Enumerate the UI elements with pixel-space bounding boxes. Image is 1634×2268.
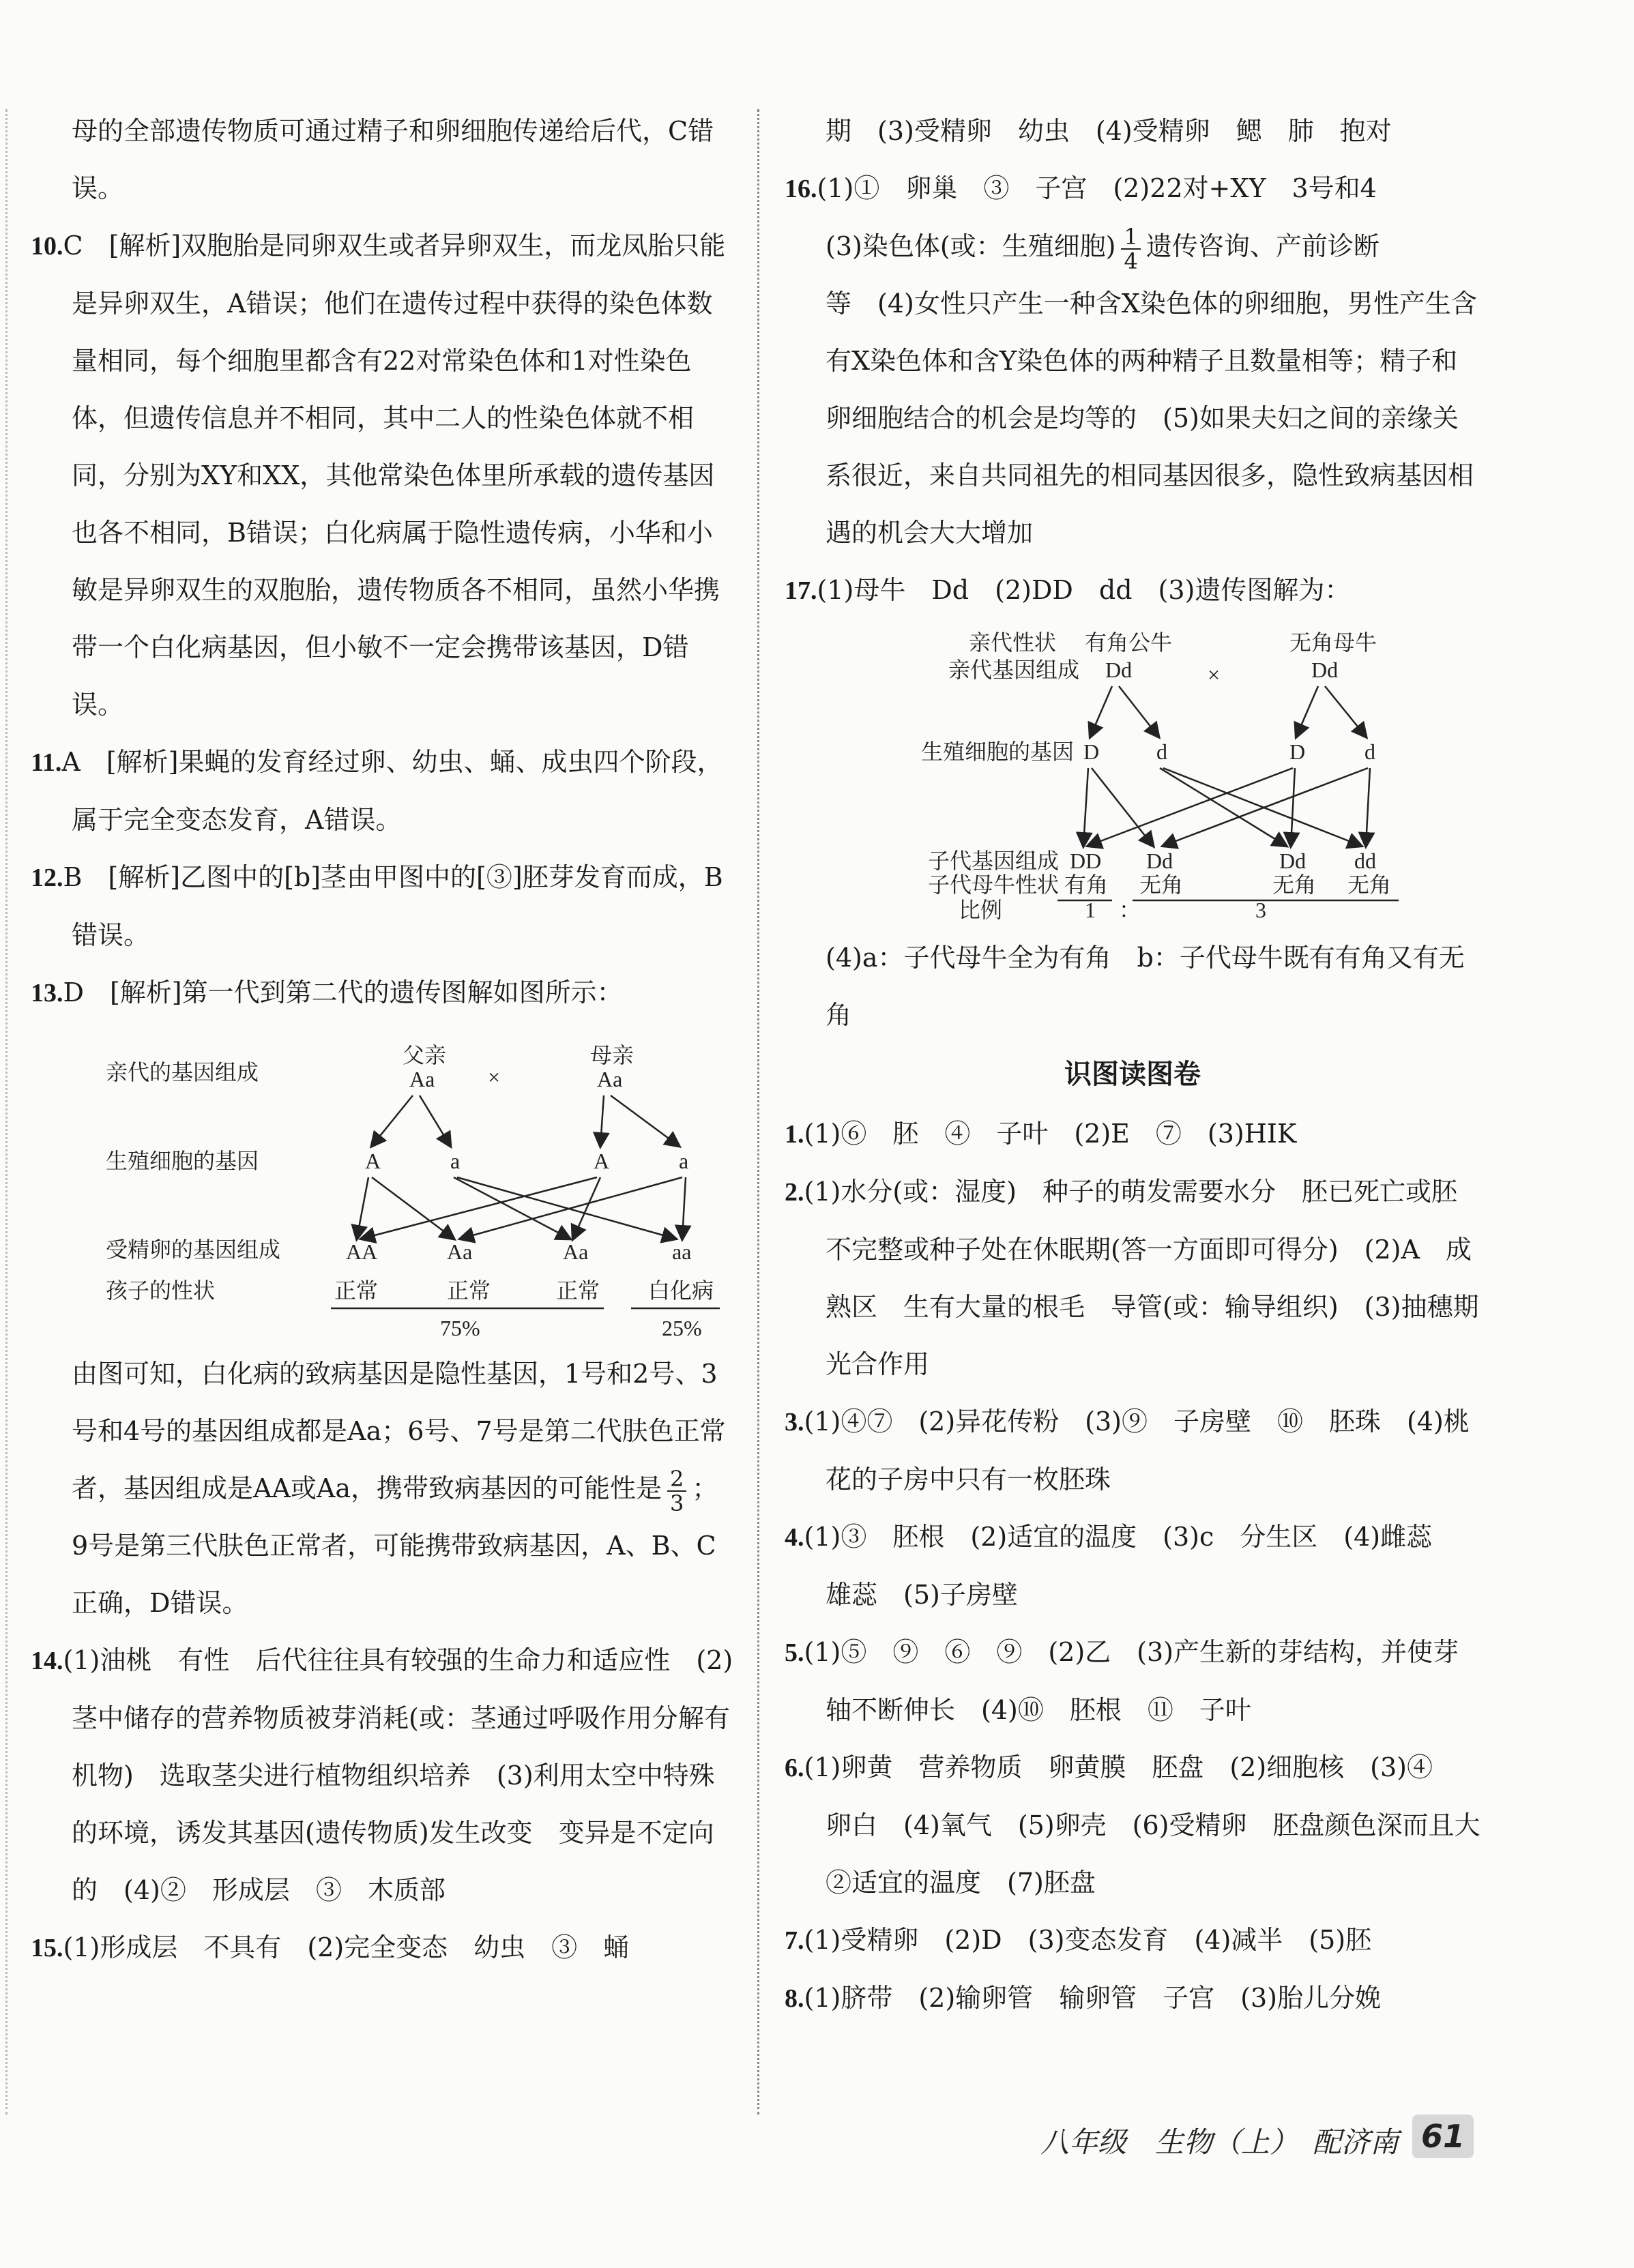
answer-16 bbox=[785, 160, 1480, 218]
gamete-D-cow: D bbox=[1289, 739, 1306, 764]
mother-label: 母亲 bbox=[590, 1043, 634, 1067]
figure-answer-2 bbox=[785, 1163, 1505, 1393]
answer-number: 4. bbox=[785, 1523, 804, 1552]
figure-answer-6 bbox=[785, 1739, 1506, 1911]
answer-number: 5. bbox=[785, 1638, 804, 1667]
figure-answer-1 bbox=[785, 1105, 1480, 1163]
gamete-a-father: a bbox=[450, 1149, 461, 1173]
answer-text: (1)受精卵 (2)D (3)变态发育 (4)减半 (5)胚 bbox=[804, 1925, 1372, 1955]
answer-17-part-4: (4)a：子代母牛全为有角 b：子代母牛既有有角又有无角 bbox=[826, 943, 1465, 1030]
answer-number: 3. bbox=[785, 1408, 804, 1437]
fraction-denominator: 3 bbox=[670, 1490, 684, 1516]
father-label: 父亲 bbox=[403, 1043, 447, 1067]
ratio-horned: 1 bbox=[1085, 898, 1096, 922]
fraction-numerator: 1 bbox=[1121, 225, 1140, 250]
figure-answer-7 bbox=[785, 1911, 1480, 1969]
section-heading: 识图读图卷 bbox=[1064, 1059, 1201, 1090]
explanation-part-a: 由图可知，白化病的致病基因是隐性基因，1号和2号、3号和4号的基因组成都是Aa；6号、7号是第二代肤色正常者，基因组成是AA或Aa，携带致病基因的可能性是 bbox=[72, 1359, 726, 1503]
figure-answer-4 bbox=[785, 1508, 1480, 1623]
trait-normal-3: 正常 bbox=[556, 1278, 600, 1303]
answer-text: (1)③ 胚根 (2)适宜的温度 (3)c 分生区 (4)雌蕊 雄蕊 (5)子房壁 bbox=[804, 1522, 1459, 1610]
offspring-Aa-2: Aa bbox=[563, 1239, 589, 1264]
answer-14 bbox=[31, 1632, 733, 1919]
trait-normal-1: 正常 bbox=[334, 1278, 379, 1303]
trait-hornless-2: 无角 bbox=[1272, 872, 1317, 897]
label-offspring-traits: 子代母牛性状 bbox=[928, 872, 1060, 897]
label-offspring-genotypes: 子代基因组成 bbox=[928, 849, 1060, 873]
answer-number: 6. bbox=[785, 1754, 804, 1782]
answer-11 bbox=[31, 733, 733, 849]
inheritance-arrows bbox=[357, 1095, 689, 1239]
trait-normal-2: 正常 bbox=[447, 1278, 491, 1303]
answer-16-line-2 bbox=[785, 218, 1480, 275]
label-ratio: 比例 bbox=[959, 898, 1003, 922]
label-parent-genotypes: 亲代基因组成 bbox=[948, 658, 1080, 682]
trait-albino: 白化病 bbox=[648, 1278, 714, 1303]
answer-text: B [解析]乙图中的[b]茎由甲图中的[③]胚芽发育而成，B错误。 bbox=[63, 862, 723, 950]
answer-text: A [解析]果蝇的发育经过卵、幼虫、蛹、成虫四个阶段，属于完全变态发育，A错误。 bbox=[61, 747, 723, 835]
offspring-aa: aa bbox=[672, 1239, 692, 1264]
gamete-a-mother: a bbox=[679, 1149, 689, 1173]
answer-text: (1)母牛 Dd (2)DD dd (3)遗传图解为： bbox=[817, 575, 1351, 605]
percent-albino: 25% bbox=[662, 1316, 702, 1340]
gamete-d-bull: d bbox=[1156, 739, 1167, 764]
answer-number: 13. bbox=[31, 979, 63, 1007]
albinism-inheritance-diagram bbox=[31, 1022, 733, 1342]
answer-text: (1)⑤ ⑨ ⑥ ⑨ (2)乙 (3)产生新的芽结构，并使芽轴不断伸长 (4)⑩ 胚根 ⑪ 子叶 bbox=[804, 1637, 1459, 1725]
answer-text: C [解析]双胞胎是同卵双生或者异卵双生，而龙凤胎只能是异卵双生，A错误；他们在遗传过程中获得的染色体数量相同，每个细胞里都含有22对常染色体和1对性染色体，但遗传信息并不相同，其中二人的性染色体就不相同，分别为XY和XX，其他常染色体里所承载的遗传基因也各不相同，B错误；白化病属于隐性遗传病，小华和小敏是异卵双生的双胞胎，遗传物质各不相同，虽然小华携带一个白化病基因，但小敏不一定会携带该基因，D错误。 bbox=[63, 231, 726, 720]
answer-12 bbox=[31, 849, 733, 964]
page-number: 61 bbox=[1412, 2115, 1474, 2158]
figure-answer-5 bbox=[785, 1623, 1480, 1739]
answer-text: (1)脐带 (2)输卵管 输卵管 子宫 (3)胎儿分娩 bbox=[804, 1983, 1381, 2013]
figure-answer-3 bbox=[785, 1393, 1480, 1508]
answer-10 bbox=[31, 217, 733, 733]
answer-number: 2. bbox=[785, 1178, 804, 1207]
cow-genotype: Dd bbox=[1311, 658, 1339, 682]
answer-text: (1)油桃 有性 后代往往具有较强的生命力和适应性 (2)茎中储存的营养物质被芽消耗(或：茎通过呼吸作用分解有机物) 选取茎尖进行植物组织培养 (3)利用太空中特殊的环境，诱发其基因(遗传物质)发生改变 变异是不定向的 (4)② 形成层 ③ 木质部 bbox=[63, 1645, 733, 1905]
row-label-zygote-genotype: 受精卵的基因组成 bbox=[106, 1237, 281, 1262]
answer-number: 11. bbox=[31, 748, 62, 777]
mother-genotype: Aa bbox=[597, 1067, 623, 1091]
trait-horned: 有角 bbox=[1064, 872, 1109, 897]
offspring-DD: DD bbox=[1070, 849, 1102, 873]
answer-13 bbox=[31, 964, 733, 1022]
offspring-Aa-1: Aa bbox=[447, 1239, 473, 1264]
gamete-A-mother: A bbox=[594, 1149, 610, 1173]
cross-symbol: × bbox=[1208, 662, 1221, 687]
answer-number: 15. bbox=[31, 1934, 63, 1962]
page-edge-line bbox=[5, 109, 8, 2115]
fraction-numerator: 2 bbox=[667, 1467, 686, 1492]
answer-number: 17. bbox=[785, 576, 817, 605]
column-divider bbox=[757, 109, 759, 2115]
ratio-hornless: 3 bbox=[1255, 898, 1266, 922]
answer-number: 10. bbox=[31, 232, 63, 261]
percent-normal: 75% bbox=[440, 1316, 480, 1340]
answer-number: 16. bbox=[785, 175, 817, 203]
answer-15-continuation: 期 (3)受精卵 幼虫 (4)受精卵 鳃 肺 抱对 bbox=[826, 116, 1392, 146]
horned-bull-label: 有角公牛 bbox=[1085, 630, 1173, 655]
offspring-Dd-1: Dd bbox=[1146, 849, 1173, 873]
answer-17 bbox=[785, 561, 1480, 619]
bull-genotype: Dd bbox=[1105, 658, 1133, 682]
row-label-parent-genotype: 亲代的基因组成 bbox=[106, 1060, 259, 1085]
answer-text: (1)卵黄 营养物质 卵黄膜 胚盘 (2)细胞核 (3)④ 卵白 (4)氧气 (5)卵壳 (6)受精卵 胚盘颜色深而且大 ②适宜的温度 (7)胚盘 bbox=[804, 1752, 1506, 1898]
offspring-dd: dd bbox=[1354, 849, 1376, 873]
offspring-Dd-2: Dd bbox=[1279, 849, 1307, 873]
answer-15 bbox=[31, 1919, 733, 1977]
figure-answer-8 bbox=[785, 1969, 1480, 2027]
gamete-A-father: A bbox=[365, 1149, 381, 1173]
left-column bbox=[31, 102, 733, 1977]
trait-hornless-3: 无角 bbox=[1347, 872, 1392, 897]
fraction-denominator: 4 bbox=[1124, 248, 1138, 274]
explanation-part-b: ；9号是第三代肤色正常者，可能携带致病基因，A、B、C正确，D错误。 bbox=[72, 1473, 718, 1618]
answer-text: D [解析]第一代到第二代的遗传图解如图所示： bbox=[63, 977, 623, 1007]
fraction-two-thirds bbox=[667, 1467, 686, 1515]
gamete-D-bull: D bbox=[1083, 739, 1100, 764]
answer-number: 1. bbox=[785, 1120, 804, 1149]
answer-number: 8. bbox=[785, 1984, 804, 2013]
label-gamete-genes: 生殖细胞的基因 bbox=[921, 739, 1075, 764]
label-parent-traits: 亲代性状 bbox=[969, 630, 1057, 655]
ratio-colon: ： bbox=[1119, 898, 1141, 922]
father-genotype: Aa bbox=[409, 1067, 435, 1091]
answer-text-b2: 遗传咨询、产前诊断 bbox=[1146, 231, 1380, 261]
hornless-cow-label: 无角母牛 bbox=[1289, 630, 1377, 655]
cross-symbol: × bbox=[488, 1065, 501, 1089]
answer-text: (1)⑥ 胚 ④ 子叶 (2)E ⑦ (3)HIK bbox=[804, 1119, 1297, 1149]
offspring-AA: AA bbox=[346, 1239, 378, 1264]
fraction-one-quarter bbox=[1121, 225, 1140, 273]
answer-text-b1: (3)染色体(或：生殖细胞) bbox=[826, 231, 1116, 261]
answer-16-rest: 等 (4)女性只产生一种含X染色体的卵细胞，男性产生含有X染色体和含Y染色体的两种精子且数量相等；精子和卵细胞结合的机会是均等的 (5)如果夫妇之间的亲缘关系很近，来自共同祖先的相同基因很多，隐性致病基因相遇的机会大大增加 bbox=[826, 289, 1477, 548]
row-label-gamete-genes: 生殖细胞的基因 bbox=[106, 1149, 259, 1173]
row-label-child-trait: 孩子的性状 bbox=[106, 1278, 216, 1303]
answer-number: 7. bbox=[785, 1926, 804, 1955]
footer-book-title: 八年级 生物（上） 配济南 bbox=[1040, 2125, 1399, 2159]
inheritance-arrows bbox=[1083, 686, 1370, 846]
right-column bbox=[785, 102, 1506, 2027]
trait-hornless-1: 无角 bbox=[1139, 872, 1184, 897]
answer-number: 12. bbox=[31, 864, 63, 892]
gamete-d-cow: d bbox=[1365, 739, 1375, 764]
answer-text: (1)形成层 不具有 (2)完全变态 幼虫 ③ 蛹 bbox=[63, 1932, 630, 1962]
answer-text-a: (1)① 卵巢 ③ 子宫 (2)22对+XY 3号和4 bbox=[817, 173, 1377, 203]
answer-text: (1)水分(或：湿度) 种子的萌发需要水分 胚已死亡或胚不完整或种子处在休眠期(答一方面即可得分) (2)A 成熟区 生有大量的根毛 导管(或：输导组织) (3)抽穗期 光合作用 bbox=[804, 1177, 1505, 1379]
answer-number: 14. bbox=[31, 1647, 63, 1675]
page-footer bbox=[791, 2108, 1480, 2169]
answer-13-explanation bbox=[31, 1345, 733, 1632]
answer-text: (1)④⑦ (2)异花传粉 (3)⑨ 子房壁 ⑩ 胚珠 (4)桃花的子房中只有一枚胚珠 bbox=[804, 1407, 1470, 1494]
answer-9-continuation: 母的全部遗传物质可通过精子和卵细胞传递给后代，C错误。 bbox=[72, 116, 714, 203]
cattle-horn-inheritance-diagram bbox=[785, 619, 1480, 926]
